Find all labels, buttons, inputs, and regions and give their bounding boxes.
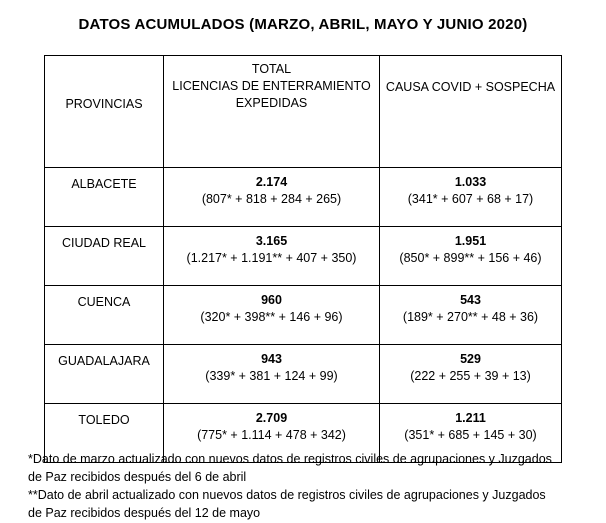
total-cell	[164, 168, 380, 227]
total-breakdown: (339* + 381 + 124 + 99)	[205, 369, 338, 383]
provincia-cell: TOLEDO	[45, 404, 164, 463]
total-breakdown: (807* + 818 + 284 + 265)	[201, 192, 342, 206]
covid-breakdown: (351* + 685 + 145 + 30)	[404, 428, 537, 442]
total-value: 2.174	[255, 175, 288, 189]
header-total-line3: EXPEDIDAS	[235, 96, 308, 110]
table-row	[45, 345, 562, 404]
header-causa	[380, 56, 562, 168]
provincia-cell: CIUDAD REAL	[45, 227, 164, 286]
header-provincias-label: PROVINCIAS	[65, 97, 143, 111]
header-total	[164, 56, 380, 168]
covid-breakdown: (222 + 255 + 39 + 13)	[410, 369, 531, 383]
footnote-2-line-1: **Dato de abril actualizado con nuevos datos de registros civiles de agrupaciones y Juzgados	[28, 488, 546, 502]
total-value: 960	[261, 293, 282, 307]
total-breakdown: (775* + 1.114 + 478 + 342)	[197, 428, 346, 442]
total-cell	[164, 345, 380, 404]
data-table	[44, 55, 562, 463]
footnote-2-line-2: de Paz recibidos después del 12 de mayo	[28, 506, 261, 520]
covid-value: 543	[460, 293, 481, 307]
total-value: 943	[261, 352, 282, 366]
covid-breakdown: (341* + 607 + 68 + 17)	[407, 192, 534, 206]
covid-cell	[380, 286, 562, 345]
total-value: 3.165	[255, 234, 288, 248]
total-breakdown: (320* + 398** + 146 + 96)	[200, 310, 343, 324]
provincia-cell: CUENCA	[45, 286, 164, 345]
covid-breakdown: (850* + 899** + 156 + 46)	[399, 251, 542, 265]
total-breakdown: (1.217* + 1.191** + 407 + 350)	[186, 251, 357, 265]
footnote-1-line-2: de Paz recibidos después del 6 de abril	[28, 470, 247, 484]
covid-cell	[380, 168, 562, 227]
provincia-cell: ALBACETE	[45, 168, 164, 227]
footnote-1-line-1: *Dato de marzo actualizado con nuevos datos de registros civiles de agrupaciones y Juzgados	[28, 452, 552, 466]
table-row	[45, 227, 562, 286]
covid-breakdown: (189* + 270** + 48 + 36)	[402, 310, 539, 324]
table-row	[45, 286, 562, 345]
covid-value: 1.033	[454, 175, 487, 189]
total-cell	[164, 286, 380, 345]
table-header-row	[45, 56, 562, 168]
header-total-line2: LICENCIAS DE ENTERRAMIENTO	[172, 79, 371, 93]
total-cell	[164, 227, 380, 286]
covid-value: 529	[460, 352, 481, 366]
covid-value: 1.211	[455, 411, 486, 425]
header-total-line1: TOTAL	[251, 62, 292, 76]
document-title: DATOS ACUMULADOS (MARZO, ABRIL, MAYO Y JUNIO 2020)	[78, 16, 528, 33]
covid-cell	[380, 345, 562, 404]
header-causa-label: CAUSA COVID + SOSPECHA	[385, 80, 556, 94]
table-row	[45, 168, 562, 227]
covid-cell	[380, 227, 562, 286]
provincia-cell: GUADALAJARA	[45, 345, 164, 404]
covid-value: 1.951	[454, 234, 487, 248]
total-value: 2.709	[255, 411, 288, 425]
header-provincias	[45, 56, 164, 168]
footnotes	[28, 450, 594, 522]
